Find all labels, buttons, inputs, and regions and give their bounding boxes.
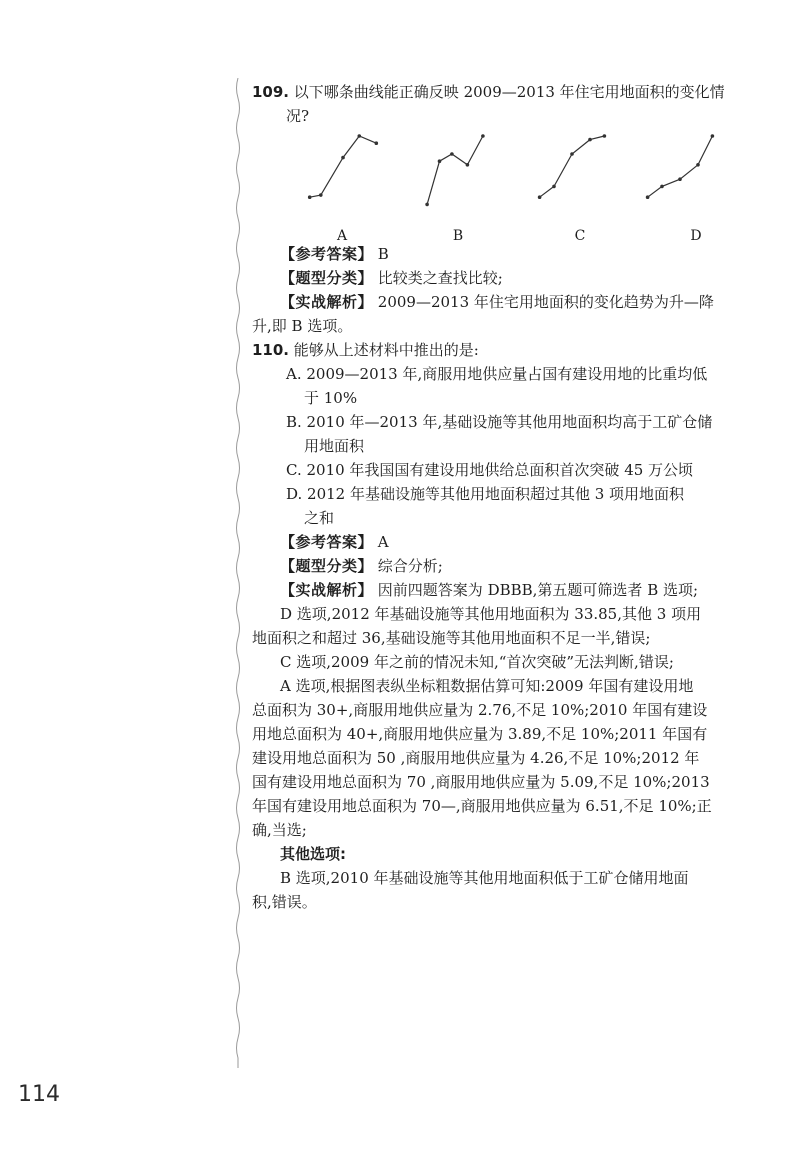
q109-text-line2: 况?	[286, 107, 310, 125]
q110-text: 能够从上述材料中推出的是:	[293, 341, 479, 359]
option-c-point	[588, 138, 592, 142]
option-d-point	[660, 185, 664, 189]
q109-chart-d	[640, 132, 720, 212]
q110-type-value: 综合分析;	[377, 557, 443, 575]
q110-para-a-line: 国有建设用地总面积为 70 ,商服用地供应量为 5.09,不足 10%;2013	[252, 773, 710, 791]
option-c-point	[552, 185, 556, 189]
page-number: 114	[18, 1082, 60, 1107]
option-a-point	[375, 141, 379, 145]
option-c-point	[570, 152, 574, 156]
option-d-point	[678, 177, 682, 181]
q110-option-d: D. 2012 年基础设施等其他用地面积超过其他 3 项用地面积	[286, 485, 685, 503]
option-a-point	[341, 156, 345, 160]
q110-option-d-cont: 之和	[304, 509, 335, 527]
q109-label-b: B	[452, 228, 464, 244]
q110-para-d-first: D 选项,2012 年基础设施等其他用地面积为 33.85,其他 3 项用	[280, 605, 702, 623]
q110-para-a-line: 确,当选;	[252, 821, 307, 839]
q110-answer	[252, 530, 748, 554]
q109-answer-tag: 【参考答案】	[280, 245, 374, 263]
q110-para-a-line: 建设用地总面积为 50 ,商服用地供应量为 4.26,不足 10%;2012 年	[252, 749, 700, 767]
q110-analysis-tag: 【实战解析】	[280, 581, 374, 599]
option-c-point	[538, 195, 542, 199]
option-b-point	[438, 159, 442, 163]
q110-option-a-cont: 于 10%	[304, 389, 358, 407]
q110-option-b: B. 2010 年—2013 年,基础设施等其他用地面积均高于工矿仓储	[286, 413, 713, 431]
q109-label-d: D	[690, 228, 702, 244]
q109-analysis-line2: 升,即 B 选项。	[252, 317, 353, 335]
option-c-line	[540, 136, 605, 197]
q109-type-tag: 【题型分类】	[280, 269, 374, 287]
q109-answer	[252, 242, 748, 266]
q110-option-c: C. 2010 年我国国有建设用地供给总面积首次突破 45 万公顷	[286, 461, 694, 479]
q110-type	[252, 554, 748, 578]
q109-label-a: A	[336, 228, 348, 244]
q109-analysis-tag: 【实战解析】	[280, 293, 374, 311]
q110-option-a: A. 2009—2013 年,商服用地供应量占国有建设用地的比重均低	[286, 365, 708, 383]
q109-analysis	[252, 290, 748, 314]
q109-chart-a	[302, 132, 384, 212]
q110-other-line1: B 选项,2010 年基础设施等其他用地面积低于工矿仓储用地面	[280, 869, 689, 887]
option-b-point	[466, 163, 470, 167]
option-c-point	[603, 134, 607, 138]
q110-answer-tag: 【参考答案】	[280, 533, 374, 551]
q109-analysis-line1: 2009—2013 年住宅用地面积的变化趋势为升—降	[377, 293, 714, 311]
q110-para-c-first: C 选项,2009 年之前的情况未知,“首次突破”无法判断,错误;	[280, 653, 674, 671]
option-d-point	[711, 134, 715, 138]
q110-answer-value: A	[377, 533, 389, 551]
q110-para-d-rest: 地面积之和超过 36,基础设施等其他用地面积不足一半,错误;	[252, 629, 651, 647]
option-b-line	[427, 136, 483, 204]
option-b-point	[450, 152, 454, 156]
q110-analysis	[252, 578, 748, 602]
q109-number: 109.	[252, 83, 290, 101]
q110-para-a-line: 用地总面积为 40+,商服用地供应量为 3.89,不足 10%;2011 年国有	[252, 725, 708, 743]
q110-analysis-first: 因前四题答案为 DBBB,第五题可筛选者 B 选项;	[377, 581, 699, 599]
binding-margin-line	[234, 78, 242, 1068]
q109-type	[252, 266, 748, 290]
q109-type-value: 比较类之查找比较;	[377, 269, 503, 287]
q110-other-line2: 积,错误。	[252, 893, 317, 911]
q110-option-b-cont: 用地面积	[304, 437, 365, 455]
option-a-point	[319, 193, 323, 197]
q109-line1	[252, 80, 748, 104]
q109-chart-c	[532, 132, 612, 212]
q110-para-a-line: 年国有建设用地总面积为 70—,商服用地供应量为 6.51,不足 10%;正	[252, 797, 712, 815]
q109-chart-b	[420, 132, 490, 212]
q109-text-line1: 以下哪条曲线能正确反映 2009—2013 年住宅用地面积的变化情	[293, 83, 725, 101]
q109-label-c: C	[574, 228, 586, 244]
option-b-point	[481, 134, 485, 138]
option-d-point	[696, 163, 700, 167]
q109-answer-value: B	[377, 245, 389, 263]
option-d-line	[648, 136, 713, 197]
page-content	[252, 80, 748, 914]
option-b-point	[425, 203, 429, 207]
option-a-point	[308, 195, 312, 199]
option-a-point	[357, 134, 361, 138]
q110-other-heading: 其他选项:	[280, 845, 346, 863]
option-d-point	[646, 195, 650, 199]
q110-para-a-line: 总面积为 30+,商服用地供应量为 2.76,不足 10%;2010 年国有建设	[252, 701, 708, 719]
q110-line	[252, 338, 748, 362]
q109-option-charts	[252, 132, 748, 242]
q110-number: 110.	[252, 341, 290, 359]
q110-para-a-first: A 选项,根据图表纵坐标粗数据估算可知:2009 年国有建设用地	[280, 677, 694, 695]
option-a-line	[310, 136, 377, 197]
q110-type-tag: 【题型分类】	[280, 557, 374, 575]
